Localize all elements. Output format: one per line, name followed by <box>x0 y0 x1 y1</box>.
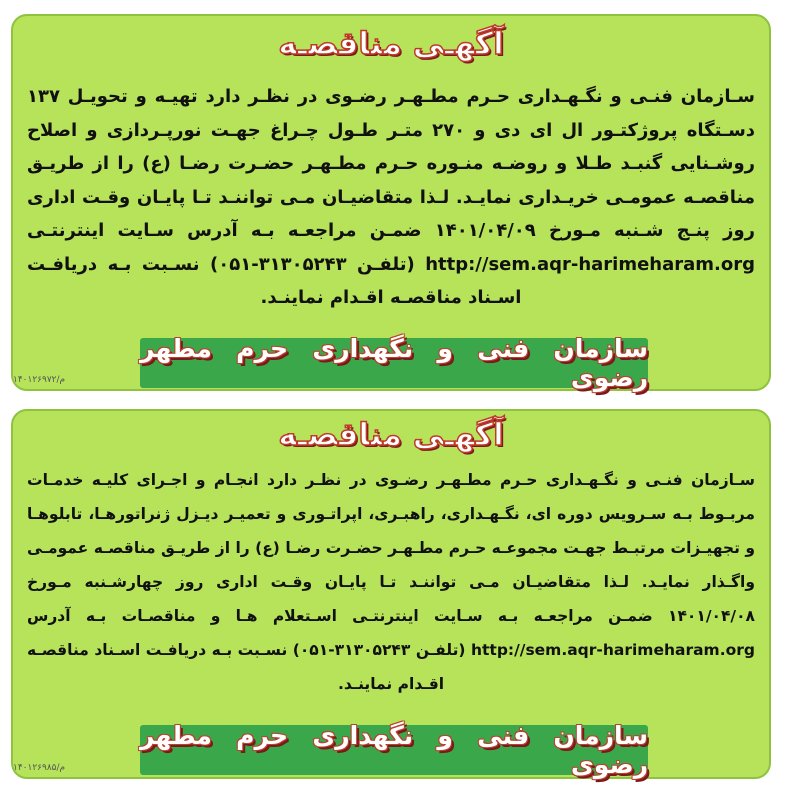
notice-body <box>27 80 755 315</box>
notice-code: م/۱۴۰۱۲۶۹۷۲ <box>13 375 66 385</box>
tender-notice-1 <box>11 14 771 391</box>
notice-body <box>27 463 755 701</box>
notice-title: آگهـی مناقصـه <box>278 417 504 453</box>
organization-banner: سازمان فنی و نگهداری حرم مطهر رضوی <box>140 334 648 392</box>
organization-banner: سازمان فنی و نگهداری حرم مطهر رضوی <box>140 721 648 779</box>
notice-text: سـازمان فنـی و نگـهـداری حـرم مطـهـر رضـوی در نظـر دارد انجـام و اجـرای کلیـه خدمـات مربـوط بـه سـرویس دوره ای، نگـهـداری، راهبـری، اپراتـوری و تعمیـر دیـزل ژنراتورهـا، تابلوهـا و تجهیـزات مرتبـط جهـت مجموعـه حـرم مطـهـر حضـرت رضـا (ع) را از طریـق مناقصـه عمومـی واگـذار نمایـد. لـذا متقاضیـان مـی تواننـد تـا پایـان وقـت اداری روز چهارشـنبه مـورخ ۱۴۰۱/۰۴/۰۸ ضمـن مراجعـه بـه سـایت اینترنتـی اسـتعلام هـا و مناقصـات بـه آدرس <box>27 471 755 625</box>
notice-text-after: (تلفـن ۳۱۳۰۵۲۴۳-۰۵۱) نسـبت بـه دریافـت اسـناد مناقصـه اقـدام نماینـد. <box>27 641 466 693</box>
website-link[interactable]: http://sem.aqr-harimeharam.org <box>470 641 755 659</box>
notice-text-after: (تلفـن ۳۱۳۰۵۲۴۳-۰۵۱) نسـبت بـه دریافـت اسـناد مناقصـه اقـدام نماینـد. <box>27 253 522 308</box>
notice-code: م/۱۴۰۱۲۶۹۸۵ <box>13 763 66 773</box>
notice-title: آگهـی مناقصـه <box>278 26 504 62</box>
website-link[interactable]: http://sem.aqr-harimeharam.org <box>425 253 756 275</box>
tender-notice-2 <box>11 409 771 779</box>
notice-text: سـازمان فنـی و نگـهـداری حـرم مطـهـر رضـوی در نظـر دارد تهیـه و تحویـل ۱۳۷ دسـتگاه پروژکتـور ال ای دی و ۲۷۰ متـر طـول چـراغ جهـت نورپـردازی و اصلاح روشـنایی گنبـد طـلا و روضـه منـوره حـرم مطـهـر حضـرت رضـا (ع) را از طریـق مناقصـه عمومـی خریـداری نمایـد. لـذا متقاضیـان مـی تواننـد تـا پایـان وقـت اداری روز پنـج شـنبه مـورخ ۱۴۰۱/۰۴/۰۹ ضمـن مراجعـه بـه آدرس سـایت اینترنتـی <box>27 86 756 241</box>
